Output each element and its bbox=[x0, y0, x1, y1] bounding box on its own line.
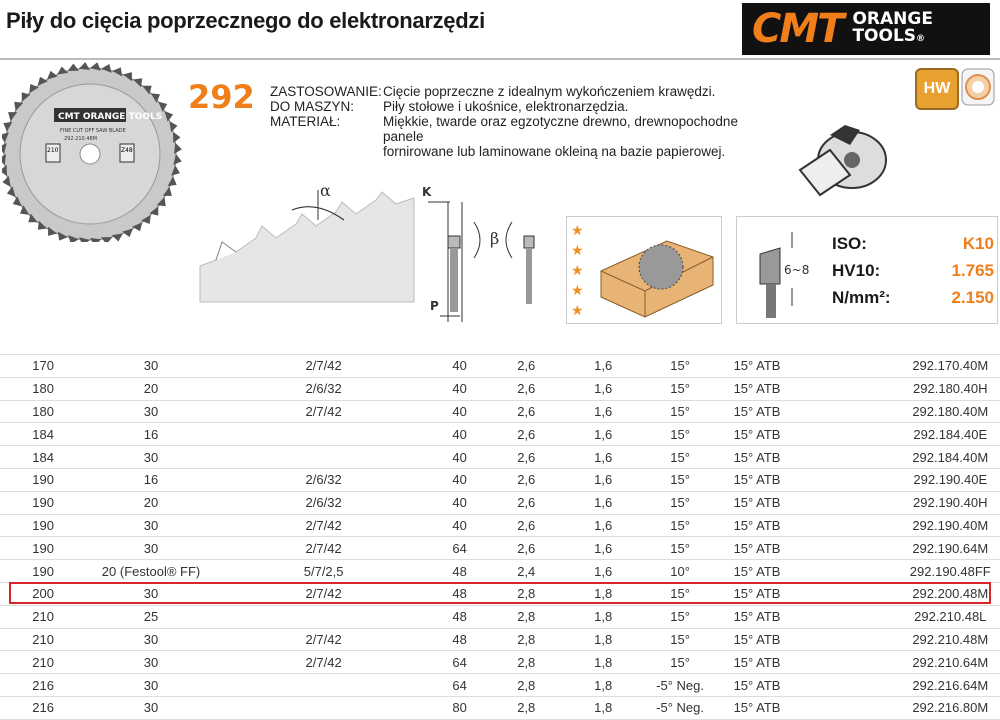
table-cell: 2,6 bbox=[517, 517, 536, 533]
svg-text:★: ★ bbox=[571, 262, 584, 278]
series-number: 292 bbox=[188, 78, 255, 116]
table-cell: 30 bbox=[143, 586, 159, 602]
hw-badge: HW bbox=[915, 68, 959, 110]
svg-text:CMT ORANGE TOOLS: CMT ORANGE TOOLS bbox=[58, 112, 163, 122]
svg-text:Z48: Z48 bbox=[121, 147, 133, 154]
table-cell: 184 bbox=[32, 449, 54, 465]
table-cell: -5° Neg. bbox=[656, 700, 705, 716]
table-row bbox=[0, 537, 1000, 560]
table-cell: 2,6 bbox=[517, 381, 536, 397]
table-cell: 2/7/42 bbox=[305, 654, 342, 670]
table-cell: 40 bbox=[452, 426, 467, 442]
table-cell: 40 bbox=[452, 472, 467, 488]
table-cell: 1,8 bbox=[594, 654, 613, 670]
table-cell: 200 bbox=[32, 586, 54, 602]
table-cell: 292.170.40M bbox=[912, 358, 989, 374]
table-cell: 2/7/42 bbox=[305, 517, 342, 533]
table-cell: 210 bbox=[32, 609, 54, 625]
spec-row: MATERIAŁ: Miękkie, twarde oraz egzotyczne drewno, drewnopochodne panele bbox=[270, 114, 738, 144]
svg-text:★: ★ bbox=[571, 302, 584, 318]
material-icon bbox=[567, 217, 721, 323]
table-cell: 15° ATB bbox=[733, 472, 781, 488]
table-cell: 2,8 bbox=[517, 700, 536, 716]
table-cell: 15° bbox=[670, 586, 690, 602]
svg-text:6~8: 6~8 bbox=[784, 263, 810, 277]
cmt-logo bbox=[742, 3, 990, 55]
properties-table bbox=[832, 230, 994, 311]
table-cell: 292.180.40M bbox=[912, 403, 989, 419]
table-row bbox=[0, 492, 1000, 515]
table-cell: 15° ATB bbox=[733, 426, 781, 442]
svg-text:P: P bbox=[430, 299, 439, 313]
table-cell: 2,4 bbox=[517, 563, 536, 579]
table-cell: 2/6/32 bbox=[305, 381, 342, 397]
table-cell: 15° ATB bbox=[733, 654, 781, 670]
table-cell: 190 bbox=[32, 495, 54, 511]
table-cell: 48 bbox=[452, 563, 467, 579]
logo-text: ORANGE TOOLS® bbox=[852, 8, 933, 46]
table-cell: 48 bbox=[452, 586, 467, 602]
table-cell: 30 bbox=[143, 403, 159, 419]
table-cell: 1,6 bbox=[594, 381, 613, 397]
table-cell: 48 bbox=[452, 609, 467, 625]
table-cell: 210 bbox=[32, 654, 54, 670]
table-cell: 2/6/32 bbox=[305, 472, 342, 488]
table-cell: 292.190.64M bbox=[912, 540, 989, 556]
table-cell: 1,6 bbox=[594, 563, 613, 579]
tooth-angle-diagram bbox=[196, 180, 420, 306]
table-cell: 15° bbox=[670, 609, 690, 625]
divider bbox=[0, 58, 1000, 60]
table-cell: 184 bbox=[32, 426, 54, 442]
table-cell: 1,8 bbox=[594, 677, 613, 693]
table-cell: 15° ATB bbox=[733, 540, 781, 556]
table-cell: 292.184.40E bbox=[913, 426, 988, 442]
tooth-profile-icon bbox=[748, 226, 828, 320]
table-row bbox=[0, 469, 1000, 492]
table-cell: 292.190.40E bbox=[913, 472, 988, 488]
table-row bbox=[0, 629, 1000, 652]
property-row: N/mm²: 2.150 bbox=[832, 287, 994, 307]
table-cell: 1,6 bbox=[594, 358, 613, 374]
spec-row: fornirowane lub laminowane okleiną na bazie papierowej. bbox=[383, 144, 726, 159]
table-cell: 15° ATB bbox=[733, 631, 781, 647]
table-cell: 15° ATB bbox=[733, 700, 781, 716]
table-cell: 292.216.80M bbox=[912, 700, 989, 716]
property-row: ISO: K10 bbox=[832, 233, 994, 253]
table-row bbox=[0, 674, 1000, 697]
table-cell: 2,8 bbox=[517, 654, 536, 670]
table-row bbox=[0, 401, 1000, 424]
table-cell: 40 bbox=[452, 517, 467, 533]
kerf-plate-diagram bbox=[420, 182, 550, 322]
table-cell: 292.210.48L bbox=[914, 609, 987, 625]
table-cell: 2,6 bbox=[517, 472, 536, 488]
svg-text:FINE CUT OFF SAW BLADE: FINE CUT OFF SAW BLADE bbox=[60, 128, 126, 134]
table-cell: 15° bbox=[670, 495, 690, 511]
table-cell: 16 bbox=[143, 472, 159, 488]
table-cell: 20 bbox=[143, 381, 159, 397]
table-cell: 2,6 bbox=[517, 495, 536, 511]
material-panel bbox=[566, 216, 722, 324]
table-cell: 292.210.64M bbox=[912, 654, 989, 670]
svg-text:★: ★ bbox=[571, 282, 584, 298]
table-header-space bbox=[0, 326, 1000, 355]
table-row bbox=[0, 378, 1000, 401]
table-cell: 40 bbox=[452, 358, 467, 374]
table-row bbox=[0, 560, 1000, 583]
table-cell: 292.216.64M bbox=[912, 677, 989, 693]
table-cell: 2/7/42 bbox=[305, 403, 342, 419]
table-cell: 1,6 bbox=[594, 403, 613, 419]
table-cell: 15° ATB bbox=[733, 495, 781, 511]
table-cell: 2,6 bbox=[517, 449, 536, 465]
table-row bbox=[0, 355, 1000, 378]
table-cell: 64 bbox=[452, 677, 467, 693]
table-cell: 1,6 bbox=[594, 540, 613, 556]
table-cell: 190 bbox=[32, 540, 54, 556]
table-cell: 15° bbox=[670, 654, 690, 670]
table-cell: 1,8 bbox=[594, 631, 613, 647]
table-cell: 292.190.40M bbox=[912, 517, 989, 533]
table-cell: 30 bbox=[143, 358, 159, 374]
table-cell: 20 (Festool® FF) bbox=[101, 563, 201, 579]
svg-text:292.210.48M: 292.210.48M bbox=[64, 136, 97, 142]
table-cell: 15° bbox=[670, 472, 690, 488]
saw-blade-image bbox=[2, 62, 182, 242]
table-cell: 30 bbox=[143, 517, 159, 533]
table-cell: 40 bbox=[452, 381, 467, 397]
table-cell: 15° bbox=[670, 449, 690, 465]
product-table bbox=[0, 326, 1000, 720]
table-cell: 15° bbox=[670, 426, 690, 442]
table-cell: 48 bbox=[452, 631, 467, 647]
table-cell: 292.200.48M bbox=[912, 586, 989, 602]
table-cell: 2/7/42 bbox=[305, 586, 342, 602]
table-cell: 15° bbox=[670, 403, 690, 419]
table-cell: 2,6 bbox=[517, 403, 536, 419]
table-cell: 15° bbox=[670, 358, 690, 374]
table-cell: 20 bbox=[143, 495, 159, 511]
quality-badge-icon bbox=[961, 68, 995, 106]
table-cell: 1,6 bbox=[594, 495, 613, 511]
table-row bbox=[0, 651, 1000, 674]
table-cell: 1,6 bbox=[594, 449, 613, 465]
table-cell: 40 bbox=[452, 403, 467, 419]
table-cell: 30 bbox=[143, 654, 159, 670]
table-cell: 15° ATB bbox=[733, 517, 781, 533]
table-cell: 64 bbox=[452, 654, 467, 670]
table-cell: 1,8 bbox=[594, 609, 613, 625]
table-cell: 2,6 bbox=[517, 540, 536, 556]
table-cell: 2,8 bbox=[517, 677, 536, 693]
table-cell: 25 bbox=[143, 609, 159, 625]
svg-text:★: ★ bbox=[571, 222, 584, 238]
table-cell: 216 bbox=[32, 700, 54, 716]
table-cell: 292.190.40H bbox=[913, 495, 988, 511]
table-row bbox=[0, 697, 1000, 720]
table-cell: 190 bbox=[32, 517, 54, 533]
table-cell: 15° ATB bbox=[733, 586, 781, 602]
table-cell: 170 bbox=[32, 358, 54, 374]
property-row: HV10: 1.765 bbox=[832, 260, 994, 280]
table-cell: 15° ATB bbox=[733, 677, 781, 693]
table-cell: 1,6 bbox=[594, 426, 613, 442]
table-cell: 15° bbox=[670, 517, 690, 533]
table-cell: 2/7/42 bbox=[305, 358, 342, 374]
table-cell: 2,8 bbox=[517, 631, 536, 647]
circular-saw-icon bbox=[790, 120, 900, 204]
table-cell: 190 bbox=[32, 472, 54, 488]
table-cell: 210 bbox=[32, 631, 54, 647]
table-cell: 1,6 bbox=[594, 472, 613, 488]
table-cell: 15° bbox=[670, 540, 690, 556]
table-cell: 30 bbox=[143, 540, 159, 556]
specs-block bbox=[270, 84, 743, 159]
table-cell: 180 bbox=[32, 381, 54, 397]
table-cell: 292.210.48M bbox=[912, 631, 989, 647]
table-cell: 292.190.48FF bbox=[909, 563, 991, 579]
svg-text:β: β bbox=[490, 229, 500, 248]
table-cell: 40 bbox=[452, 495, 467, 511]
table-cell: 2/7/42 bbox=[305, 631, 342, 647]
table-cell: 15° bbox=[670, 631, 690, 647]
table-cell: 2,6 bbox=[517, 358, 536, 374]
table-cell: 1,6 bbox=[594, 517, 613, 533]
table-cell: 2,8 bbox=[517, 586, 536, 602]
spec-row: ZASTOSOWANIE: Cięcie poprzeczne z idealnym wykończeniem krawędzi. bbox=[270, 84, 716, 99]
table-cell: 15° ATB bbox=[733, 403, 781, 419]
table-cell: 15° bbox=[670, 381, 690, 397]
table-cell: 1,8 bbox=[594, 586, 613, 602]
table-cell: 15° ATB bbox=[733, 358, 781, 374]
table-cell: 15° ATB bbox=[733, 449, 781, 465]
table-cell: 5/7/2,5 bbox=[303, 563, 344, 579]
table-cell: 15° ATB bbox=[733, 609, 781, 625]
table-cell: 2/6/32 bbox=[305, 495, 342, 511]
table-cell: 30 bbox=[143, 449, 159, 465]
table-cell: 80 bbox=[452, 700, 467, 716]
table-cell: 216 bbox=[32, 677, 54, 693]
svg-text:210: 210 bbox=[47, 147, 59, 154]
table-cell: 292.184.40M bbox=[912, 449, 989, 465]
table-cell: 15° ATB bbox=[733, 381, 781, 397]
table-cell: 30 bbox=[143, 700, 159, 716]
page-title: Piły do cięcia poprzecznego do elektronarzędzi bbox=[6, 8, 485, 33]
table-cell: 15° ATB bbox=[733, 563, 781, 579]
svg-text:★: ★ bbox=[571, 242, 584, 258]
table-cell: 30 bbox=[143, 677, 159, 693]
logo-brand: CMT bbox=[752, 6, 843, 52]
table-cell: -5° Neg. bbox=[656, 677, 705, 693]
table-row bbox=[0, 515, 1000, 538]
table-cell: 40 bbox=[452, 449, 467, 465]
svg-text:α: α bbox=[320, 181, 331, 200]
table-cell: 2,6 bbox=[517, 426, 536, 442]
table-cell: 292.180.40H bbox=[913, 381, 988, 397]
table-cell: 190 bbox=[32, 563, 54, 579]
table-cell: 2,8 bbox=[517, 609, 536, 625]
table-cell: 10° bbox=[670, 563, 690, 579]
highlighted-row-frame bbox=[9, 582, 991, 604]
svg-text:K: K bbox=[422, 185, 432, 199]
spec-row: DO MASZYN: Piły stołowe i ukośnice, elektronarzędzia. bbox=[270, 99, 629, 114]
table-cell: 30 bbox=[143, 631, 159, 647]
table-cell: 1,8 bbox=[594, 700, 613, 716]
table-cell: 16 bbox=[143, 426, 159, 442]
table-cell: 64 bbox=[452, 540, 467, 556]
table-row bbox=[0, 446, 1000, 469]
table-row bbox=[0, 423, 1000, 446]
table-row bbox=[0, 606, 1000, 629]
table-cell: 2/7/42 bbox=[305, 540, 342, 556]
table-cell: 180 bbox=[32, 403, 54, 419]
